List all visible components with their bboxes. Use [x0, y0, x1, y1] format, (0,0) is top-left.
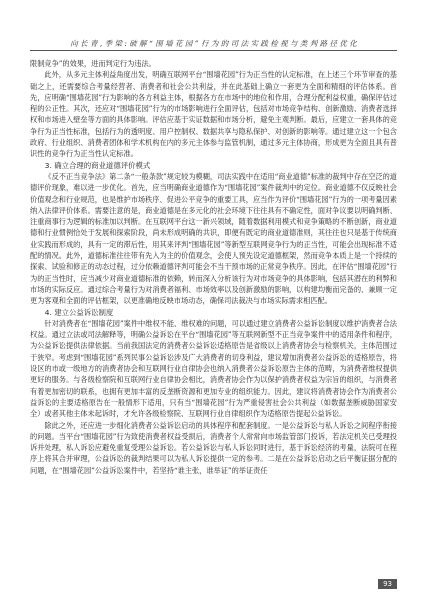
paragraph: 针对消费者在“围墙花园”案件中维权不能、维权难的问题，可以通过建立消费者公益诉讼制度以维护消费者合法权益。通过立法或司法解释等，明确公益诉讼在平台“围墙花园”等互联网新型不正当竞争案件中的适用条件和程序，为公益诉讼提供法律依据。当前我国法定的消费者公益诉讼适格原告是省级以上消费者协会与检察机关，主体范围过于狭窄。考虑到“围墙花园”系列民事公益诉讼涉及广大消费者的切身利益，建议增加消费者公益诉讼的适格原告，将设区的市或一级地方的消费者协会和互联网行业自律协会也纳入消费者公益诉讼原告主体的范畴，为消费者维权提供更好的服务。与各级检察院和互联网行业自律协会相比，消费者协会作为以保护消费者权益为宗旨的组织，与消费者有着更加密切的联系，也拥有更加丰富的反垄断资源和更加专业的组织能力。因此，建议将消费者协会作为消费者公益诉讼的主要适格原告在一般情形下适用，只有当“围墙花园”行为严重侵害社会公共利益（如数据垄断威胁国家安全）或者其他主体未起诉时，才允许各级检察院、互联网行业自律组织作为适格原告提起公益诉讼。	[30, 318, 397, 419]
body-text	[30, 58, 397, 571]
section-heading: 3. 确立合理的商业道德评价模式	[44, 160, 151, 170]
running-header: 向 长 青 , 季 梁 : 破 解 “ 围 墙 花 园 ” 行 为 的 司 法 实 践 检 视 与 类 判 路 径 优 化	[70, 39, 357, 48]
section-heading: 4. 建立公益诉讼制度	[44, 307, 114, 317]
paragraph: 《反不正当竞争法》第二条“一般条款”规定较为模糊，司法实践中在适用“商业道德”标准的裁判中存在空泛的道德评价现象，难以进一步优化。首先，应当明确商业道德作为“围墙花园”案件裁判中的定位。商业道德不仅反映社会价值观念和行业规范，也是维护市场秩序、促进公平竞争的重要工具，应当作为评价“围墙花园”行为的一项考量因素纳入法律评价体系。需要注意的是，商业道德是在多元化的社会环境下往往具有不确定性，面对争议要以明确判断、注重商事行为逻辑的标准加以判断。在互联网平台这一新兴领域，随着数据利用模式和竞争策略的不断创新，商业道德和行业惯例恰处于发展和探索阶段，尚未形成明确的共识，即便有既定的商业道德准则，其往往也只是基于传统商业实践而形成的，具有一定的滞后性，用其来评判“围墙花园”等新型互联网竞争行为的正当性，可能会出现标准不适配的情况。此外，道德标准往往带有先入为主的价值观念，会使人预先设定道德框架，然而竞争本质上是一个持续的探索、试验和修正的动态过程，过分依赖道德评判可能会不当干预市场的正常竞争秩序。因此，在评估“围墙花园”行为的正当性时，应当减少对商业道德标准的依赖，转而深入分析该行为对市场竞争的具体影响，包括其潜在的利弊和市场的实际反应。通过综合考量行为对消费者福利、市场效率以及创新激励的影响，以构建均衡而完备的、兼顾一定更为客观和全面的评估框架，以更准确地反映市场动态，确保司法裁决与市场实际需求相匹配。	[30, 171, 397, 306]
paragraph: 限制竞争”的效果，进而判定行为违法。	[30, 59, 156, 68]
page-number: 93	[378, 579, 397, 589]
paragraph: 除此之外，还应进一步细化消费者公益诉讼启动的具体程序和配套制度。一是公益诉讼与私人诉讼之间程序衔接的问题。当平台“围墙花园”行为致使消费者权益受损后，消费者个人常常向市场监管部门投诉，若法定机关已受理投诉并处理，私人诉讼应避免重复受理公益诉讼。若公益诉讼与私人诉讼同时进行，基于诉讼经济的考量，法院可在程序上将其合并审理，公益诉讼的裁判结果可以为私人诉讼提供一定的参考。二是在公益诉讼启动之后平衡证据分配的问题，在“围墙花园”公益诉讼案件中，若坚持“谁主张，谁举证”的举证责任	[30, 420, 397, 475]
paragraph: 此外，从多元主体利益角度出发，明确互联网平台“围墙花园”行为正当性的认定标准，在上述三个环节审查的基础之上，还需要综合考量经营者、消费者和社会公共利益，并在此基础上确立一套更为全面和精细的评估体系。首先，应明确“围墙花园”行为影响的各方利益主体，根据各方在市场中的地位和作用，合理分配利益权重，确保评估过程的公正性。其次，还应对“围墙花园”行为的市场影响进行全面评估，包括对市场竞争结构、创新激励、消费者选择权和市场进入壁垒等方面的具体影响。评估应基于实证数据和市场分析，避免主观判断。最后，应建立一套具体的竞争行为正当性标准，包括行为的透明度、用户控制权、数据共享与隐私保护、对创新的影响等。通过建立这一个包含政府、行业组织、消费者团体和学术机构在内的多元主体参与监管机制，通过多元主体协商，形成更为全面且具有普识性的竞争行为正当性认定标准。	[30, 70, 397, 159]
header-rule	[30, 50, 397, 51]
